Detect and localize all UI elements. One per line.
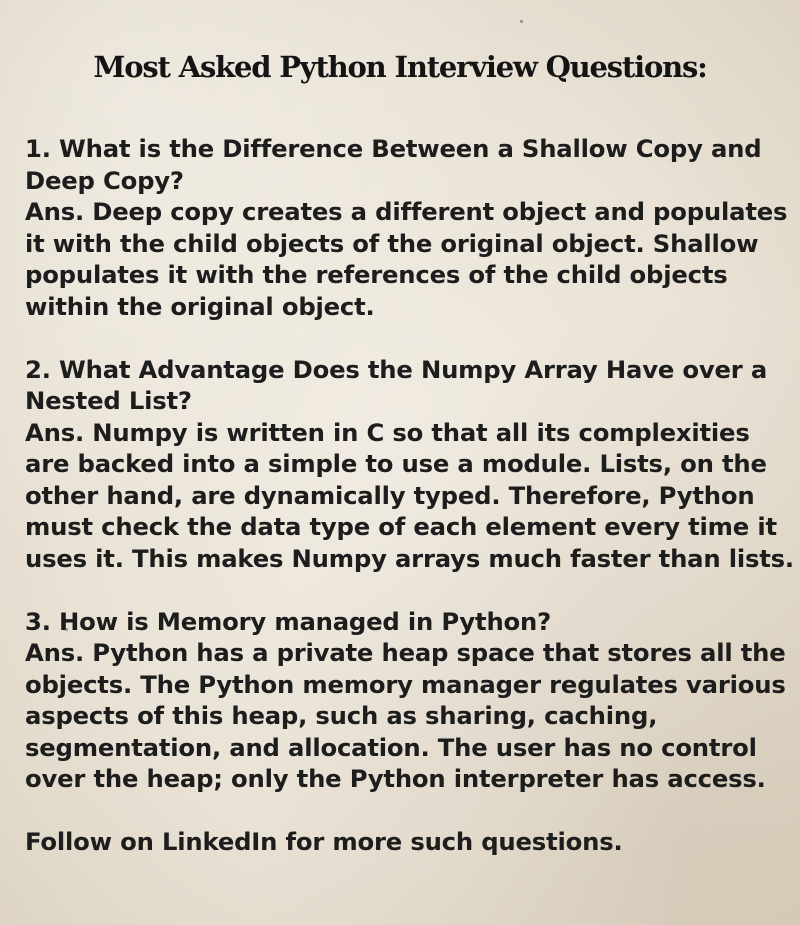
footer-note: Follow on LinkedIn for more such questions. <box>25 827 623 856</box>
answer-3: Ans. Python has a private heap space that stores all the objects. The Python memory manager regulates various aspects of this heap, such as sharing, caching, segmentation, and allocation. The user has no control over the heap; only the Python interpreter has access. <box>25 638 786 793</box>
question-3: 3. How is Memory managed in Python? <box>25 606 552 636</box>
answer-2: Ans. Numpy is written in C so that all its complexities are backed into a simple to use a module. Lists, on the other hand, are dynamically typed. Therefore, Python must check the data type of each element every time it uses it. This makes Numpy arrays much faster than lists. <box>25 417 794 573</box>
qa-item-3 <box>25 606 795 795</box>
question-1: 1. What is the Difference Between a Shallow Copy and Deep Copy? <box>25 134 762 195</box>
answer-1: Ans. Deep copy creates a different object and populates it with the child objects of the original object. Shallow populates it with the references of the child objects within the original object. <box>25 197 788 321</box>
qa-list <box>25 133 795 858</box>
qa-item-2 <box>25 354 795 575</box>
qa-item-1 <box>25 133 795 322</box>
question-2: 2. What Advantage Does the Numpy Array Have over a Nested List? <box>25 354 768 415</box>
page-title: Most Asked Python Interview Questions: <box>93 50 707 84</box>
paper-speck <box>520 20 523 23</box>
